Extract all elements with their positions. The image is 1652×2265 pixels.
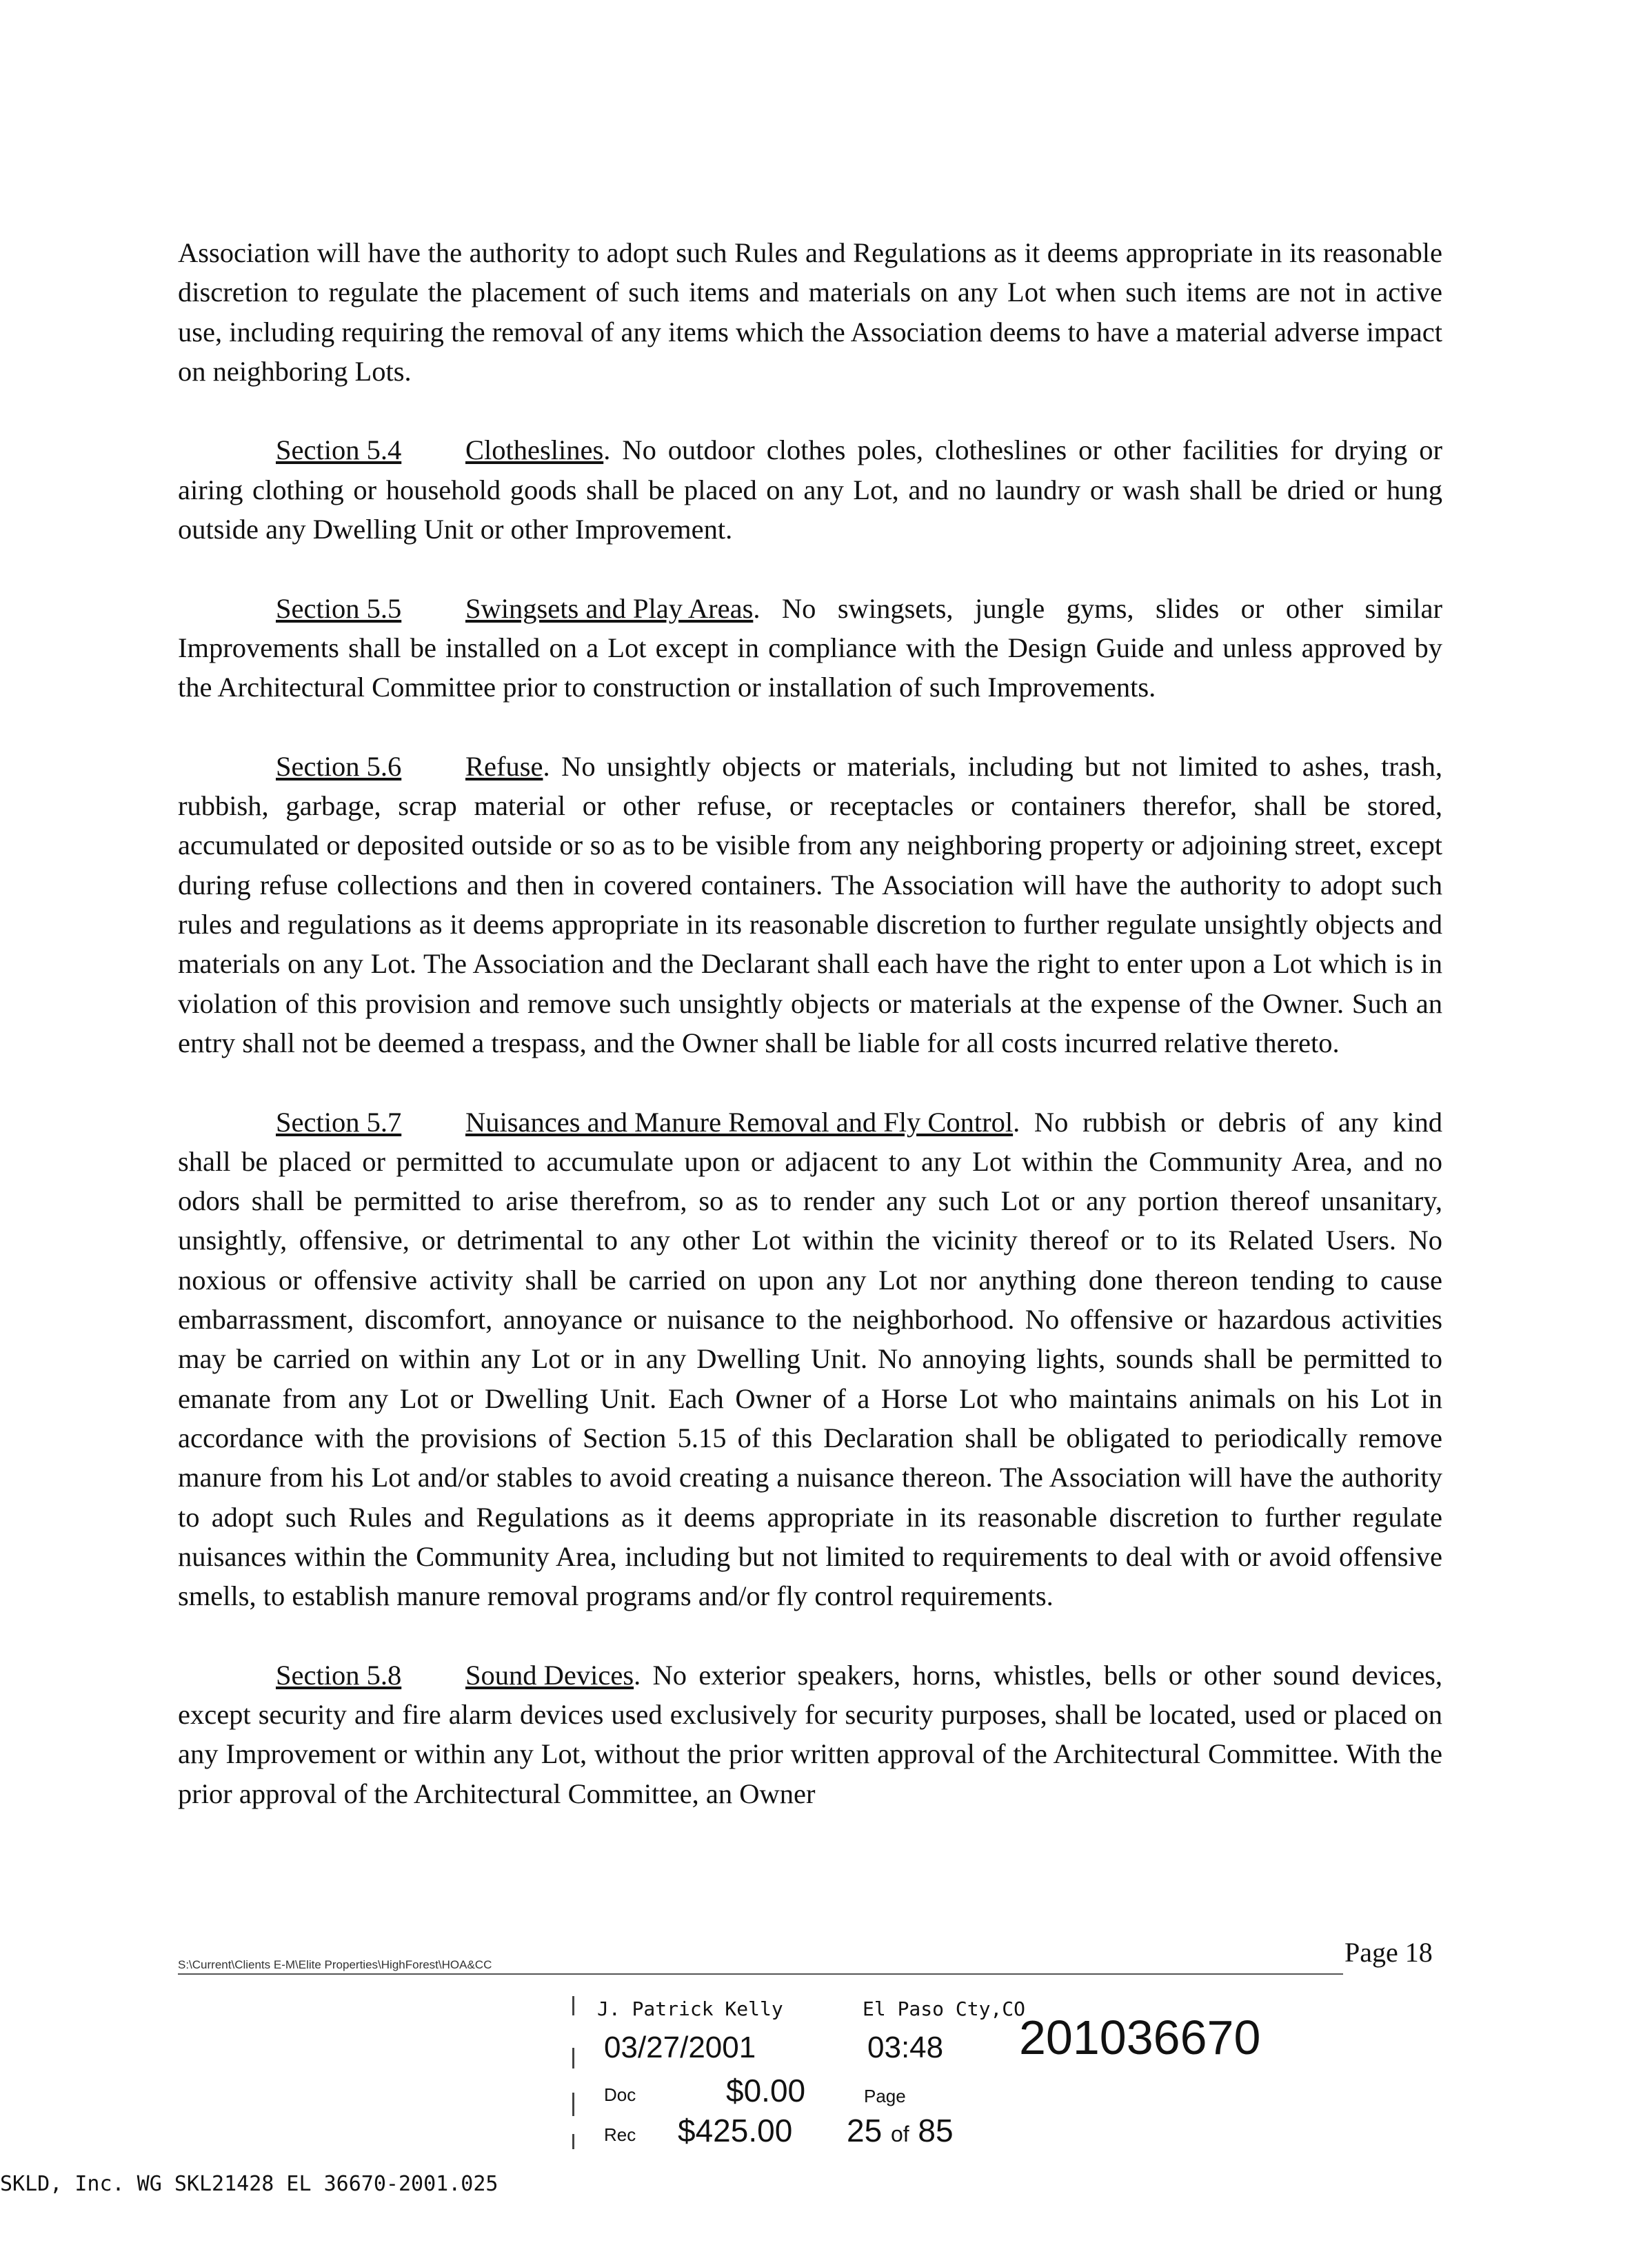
document-id-line: SKLD, Inc. WG SKL21428 EL 36670-2001.025	[0, 2172, 498, 2196]
stamp-record-number: 201036670	[1019, 2011, 1261, 2064]
intro-paragraph: Association will have the authority to adopt such Rules and Regulations as it deems appropriate in its reasonable discretion to regulate the placement of such items and materials on any Lot when such items are not in active use, including requiring the removal of any items which the Association deems to have a material adverse impact on neighboring Lots.	[178, 237, 1442, 387]
stamp-doc-label: Doc	[604, 2084, 636, 2105]
stamp-page-of: of	[890, 2122, 909, 2146]
page-number: Page 18	[1344, 1937, 1433, 1968]
stamp-rec-label: Rec	[604, 2124, 636, 2145]
stamp-page-count	[847, 2112, 954, 2149]
section-5-6-title: Refuse	[465, 750, 543, 782]
section-5-8-text: . No exterior speakers, horns, whistles, bells or other sound devices, except security and fire alarm devices used exclusively for security purposes, shall be located, used or placed on any Improvement or within any Lot, without the prior written approval of the Architectural Committee. With the prior approval of the Architectural Committee, an Owner	[178, 1659, 1442, 1809]
stamp-page-label: Page	[864, 2086, 906, 2106]
stamp-tick-mark	[572, 2093, 574, 2116]
section-5-6-paragraph	[178, 747, 1442, 1063]
section-5-8-paragraph	[178, 1655, 1442, 1813]
stamp-tick-mark	[572, 2134, 574, 2149]
stamp-doc-fee: $0.00	[726, 2073, 806, 2108]
section-5-5-number: Section 5.5	[276, 592, 402, 624]
section-5-5-text: . No swingsets, jungle gyms, slides or other similar Improvements shall be installed on a Lot except in compliance with the Design Guide and unless approved by the Architectural Committee prior to construction or installation of such Improvements.	[178, 592, 1442, 703]
section-5-4-paragraph	[178, 430, 1442, 549]
stamp-date: 03/27/2001	[604, 2031, 756, 2064]
section-5-6-text: . No unsightly objects or materials, including but not limited to ashes, trash, rubbish, garbage, scrap material or other refuse, or receptacles or containers therefor, shall be stored, accumulated or deposited outside or so as to be visible from any neighboring property or adjoining street, except during refuse collections and then in covered containers. The Association will have the authority to adopt such rules and regulations as it deems appropriate in its reasonable discretion to further regulate unsightly objects and materials on any Lot. The Association and the Declarant shall each have the right to enter upon a Lot which is in violation of this provision and remove such unsightly objects or materials at the expense of the Owner. Such an entry shall not be deemed a trespass, and the Owner shall be liable for all costs incurred relative thereto.	[178, 750, 1442, 1058]
document-body	[178, 233, 1442, 1853]
stamp-recorder: J. Patrick Kelly	[597, 1997, 783, 2020]
stamp-county: El Paso Cty,CO	[863, 1997, 1026, 2020]
section-5-7-text: . No rubbish or debris of any kind shall be placed or permitted to accumulate upon or adjacent to any Lot within the Community Area, and no odors shall be permitted to arise therefrom, so as to render any such Lot or any portion thereof unsanitary, unsightly, offensive, or detrimental to any other Lot within the vicinity thereof or to its Related Users. No noxious or offensive activity shall be carried on upon any Lot nor anything done thereon tending to cause embarrassment, discomfort, annoyance or nuisance to the neighborhood. No offensive or hazardous activities may be carried on within any Lot or in any Dwelling Unit. No annoying lights, sounds shall be permitted to emanate from any Lot or Dwelling Unit. Each Owner of a Horse Lot who maintains animals on his Lot in accordance with the provisions of Section 5.15 of this Declaration shall be obligated to periodically remove manure from his Lot and/or stables to avoid creating a nuisance thereon. The Association will have the authority to adopt such Rules and Regulations as it deems appropriate in its reasonable discretion to further regulate nuisances within the Community Area, including but not limited to requirements to deal with or avoid offensive smells, to establish manure removal programs and/or fly control requirements.	[178, 1106, 1442, 1612]
section-5-8-number: Section 5.8	[276, 1659, 402, 1691]
section-5-6-number: Section 5.6	[276, 750, 402, 782]
stamp-tick-mark	[572, 2048, 574, 2068]
stamp-page-current: 25	[847, 2113, 883, 2148]
stamp-page-total: 85	[918, 2113, 954, 2148]
section-5-4-title: Clotheslines	[465, 434, 604, 466]
section-5-4-number: Section 5.4	[276, 434, 402, 466]
section-5-8-title: Sound Devices	[465, 1659, 634, 1691]
stamp-rec-fee: $425.00	[678, 2113, 793, 2148]
section-5-5-title: Swingsets and Play Areas	[465, 592, 754, 624]
recording-stamp	[557, 1996, 1350, 2155]
section-5-4-text: . No outdoor clothes poles, clotheslines or other facilities for drying or airing clothing or household goods shall be placed on any Lot, and no laundry or wash shall be dried or hung outside any Dwelling Unit or other Improvement.	[178, 434, 1442, 545]
footer-file-path: S:\Current\Clients E-M\Elite Properties\HighForest\HOA&CC	[178, 1958, 1343, 1975]
section-5-7-paragraph	[178, 1103, 1442, 1616]
stamp-tick-mark	[572, 1996, 574, 2015]
section-5-7-number: Section 5.7	[276, 1106, 402, 1138]
stamp-time: 03:48	[867, 2031, 944, 2064]
section-5-7-title: Nuisances and Manure Removal and Fly Control	[465, 1106, 1014, 1138]
section-5-5-paragraph	[178, 589, 1442, 707]
